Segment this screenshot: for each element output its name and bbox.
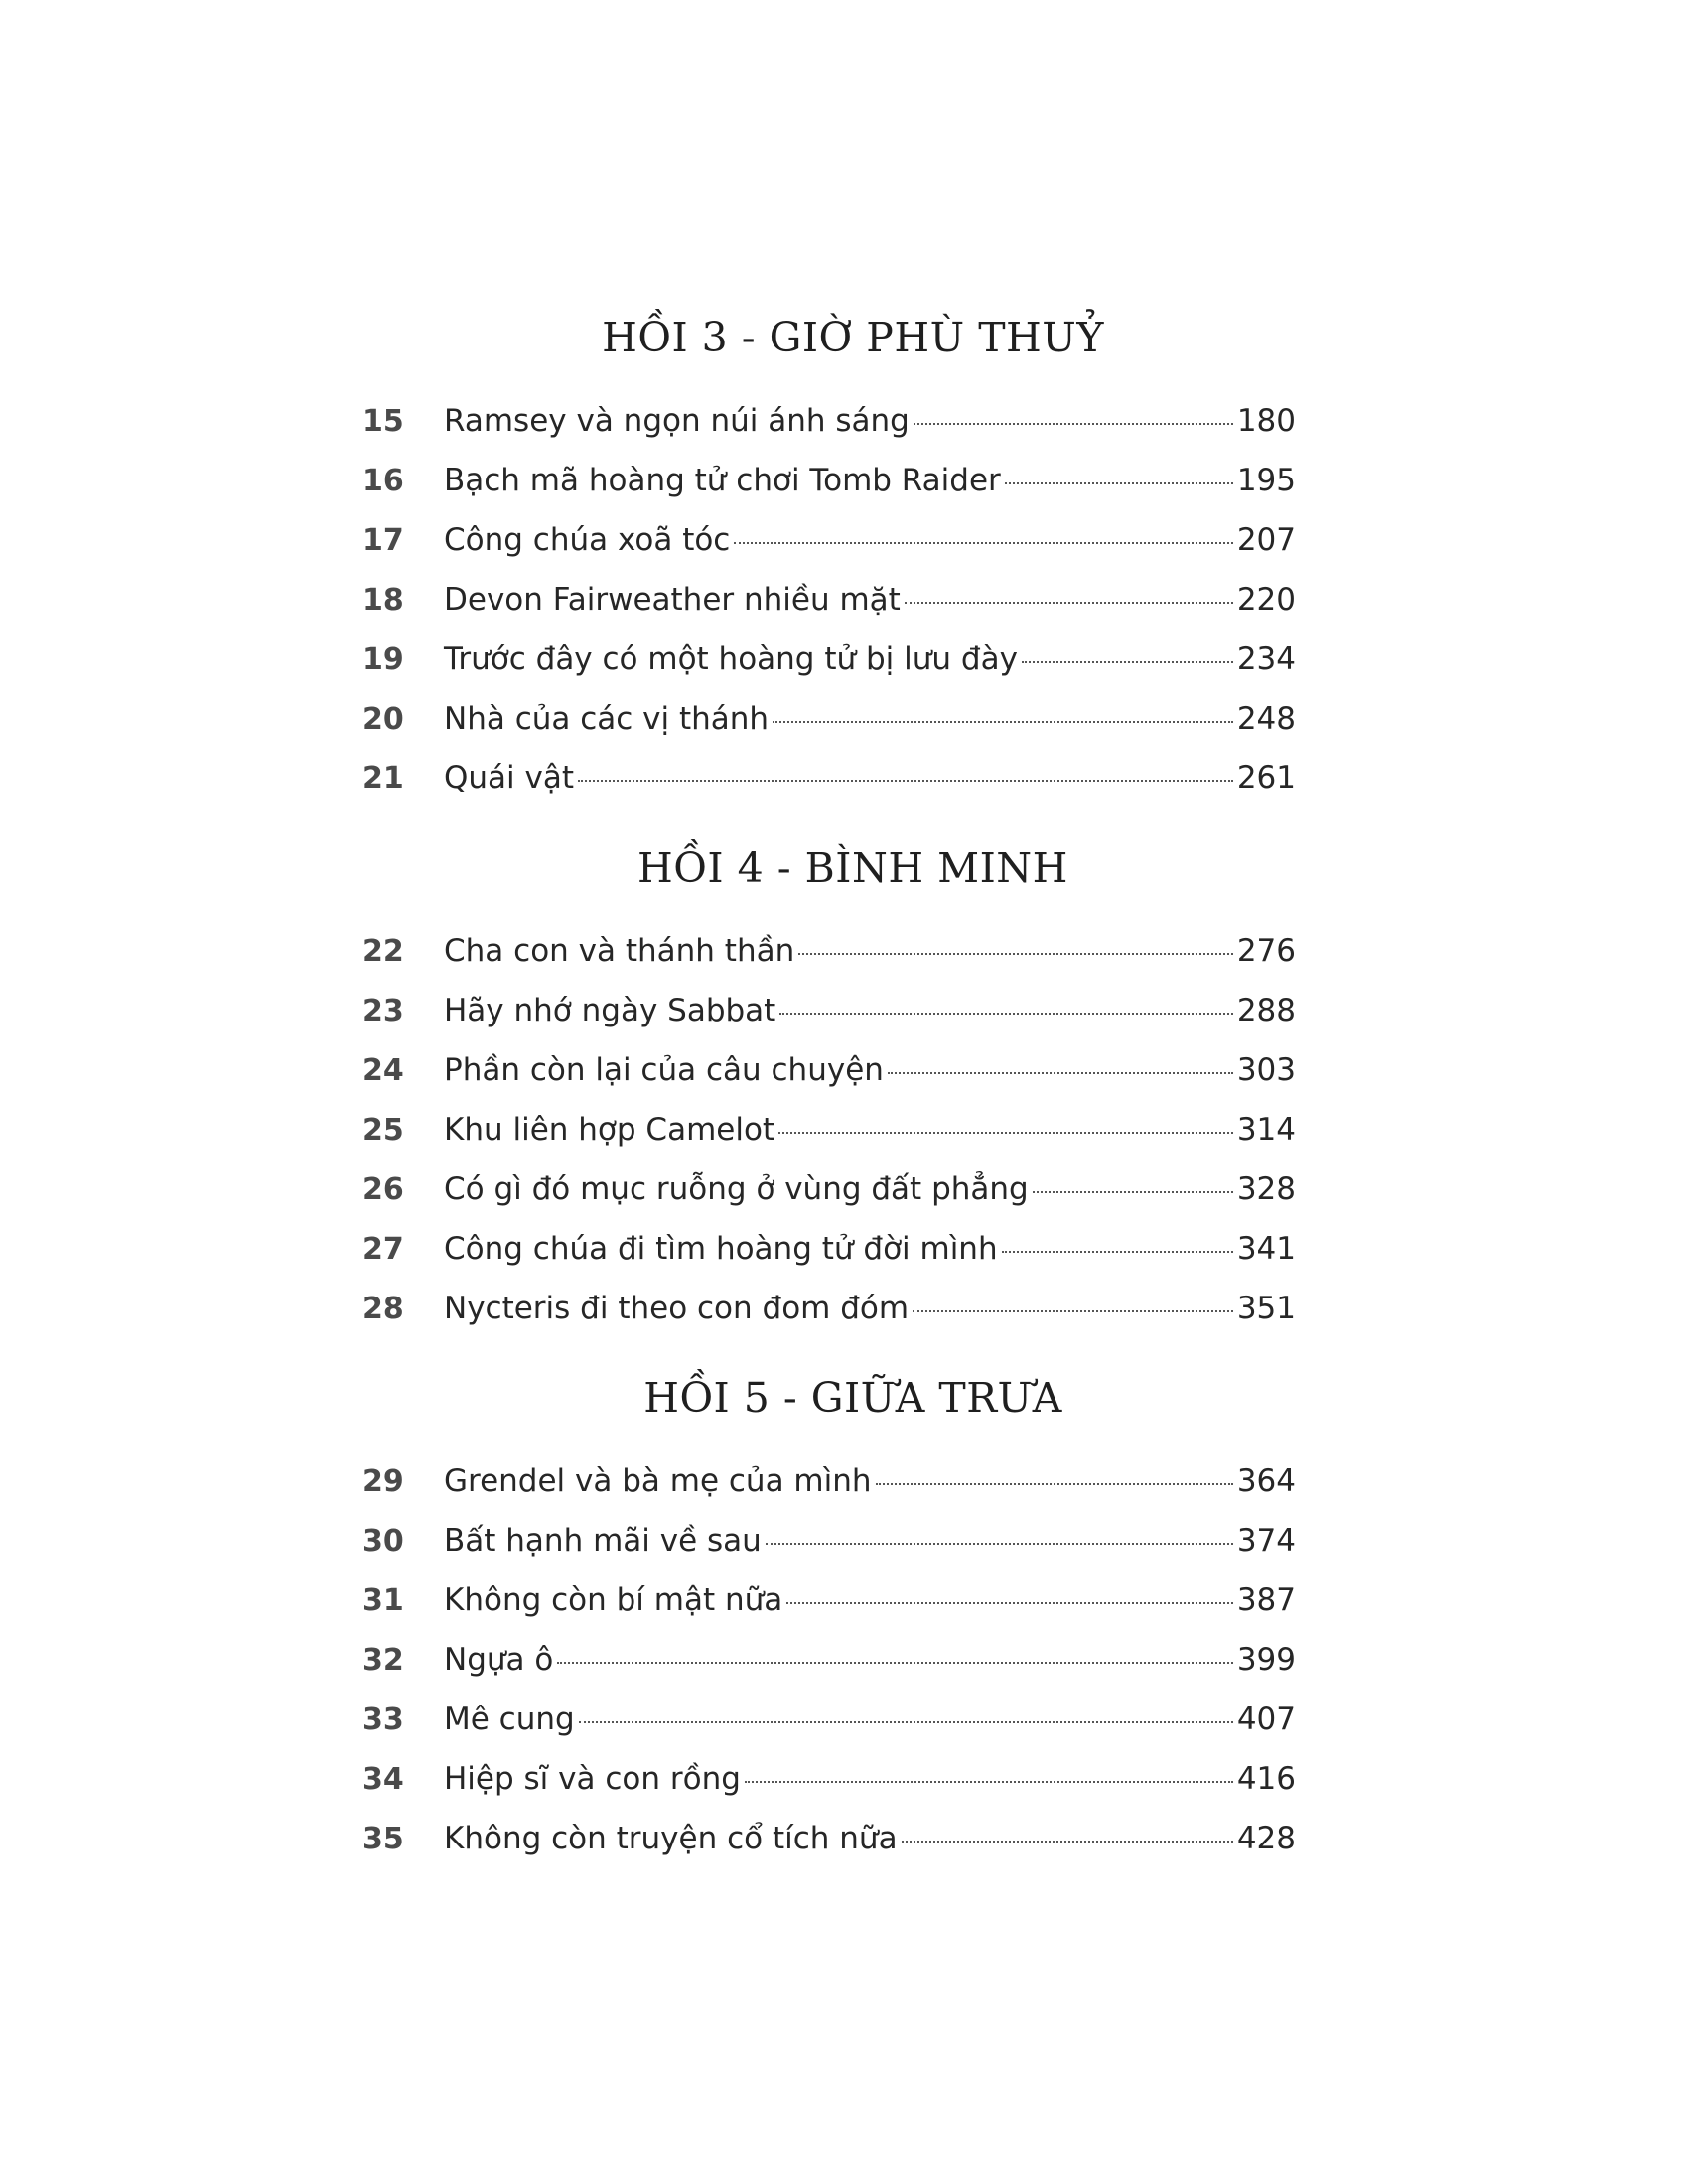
- chapter-number: 30: [362, 1524, 404, 1559]
- chapter-title: Khu liên hợp Camelot: [444, 1112, 775, 1148]
- dot-leader: [579, 1721, 1233, 1723]
- page-number: 364: [1236, 1463, 1296, 1499]
- part-section-5: [362, 1358, 1296, 1868]
- dot-leader: [902, 1841, 1233, 1843]
- toc-entry[interactable]: [362, 629, 1296, 689]
- chapter-number: 15: [362, 404, 404, 439]
- chapter-number: 21: [362, 761, 404, 796]
- page-number: 220: [1236, 582, 1296, 617]
- chapter-title: Hãy nhớ ngày Sabbat: [444, 993, 776, 1028]
- chapter-title: Nycteris đi theo con đom đóm: [444, 1291, 910, 1326]
- chapter-number: 22: [362, 934, 404, 969]
- toc-entry[interactable]: [362, 749, 1296, 808]
- toc-entry[interactable]: [362, 689, 1296, 749]
- dot-leader: [773, 721, 1233, 723]
- chapter-title: Trước đây có một hoàng tử bị lưu đày: [444, 641, 1018, 677]
- dot-leader: [557, 1662, 1232, 1664]
- chapter-number: 26: [362, 1172, 404, 1207]
- chapter-title: Công chúa đi tìm hoàng tử đời mình: [444, 1231, 998, 1267]
- page-number: 351: [1236, 1291, 1296, 1326]
- page-number: 416: [1236, 1761, 1296, 1797]
- dot-leader: [778, 1132, 1233, 1134]
- toc-entry[interactable]: [362, 921, 1296, 981]
- dot-leader: [914, 423, 1233, 425]
- toc-entry[interactable]: [362, 570, 1296, 629]
- toc-entry[interactable]: [362, 1570, 1296, 1630]
- toc-entry[interactable]: [362, 1630, 1296, 1690]
- dot-leader: [745, 1781, 1233, 1783]
- page-number: 248: [1236, 701, 1296, 737]
- toc-entry[interactable]: [362, 1100, 1296, 1160]
- dot-leader: [876, 1483, 1233, 1485]
- page-number: 207: [1236, 522, 1296, 558]
- chapter-number: 33: [362, 1703, 404, 1737]
- dot-leader: [1022, 661, 1233, 663]
- toc-entry[interactable]: [362, 1160, 1296, 1219]
- chapter-number: 25: [362, 1113, 404, 1148]
- toc-entry[interactable]: [362, 981, 1296, 1040]
- chapter-number: 17: [362, 523, 404, 558]
- chapter-title: Quái vật: [444, 760, 575, 796]
- toc-entry[interactable]: [362, 1690, 1296, 1749]
- chapter-number: 19: [362, 642, 404, 677]
- page-number: 428: [1236, 1821, 1296, 1856]
- dot-leader: [1005, 482, 1233, 484]
- chapter-number: 31: [362, 1583, 404, 1618]
- part-title: HỒI 5 - GIỮA TRƯA: [643, 1374, 1062, 1422]
- chapter-title: Hiệp sĩ và con rồng: [444, 1761, 741, 1797]
- chapter-title: Grendel và bà mẹ của mình: [444, 1463, 872, 1499]
- page-number: 328: [1236, 1171, 1296, 1207]
- toc-entry[interactable]: [362, 451, 1296, 510]
- dot-leader: [578, 780, 1233, 782]
- dot-leader: [786, 1602, 1233, 1604]
- chapter-title: Bất hạnh mãi về sau: [444, 1523, 762, 1559]
- part-title: HỒI 3 - GIỜ PHÙ THUỶ: [602, 314, 1104, 361]
- chapter-number: 32: [362, 1643, 404, 1678]
- page-number: 374: [1236, 1523, 1296, 1559]
- part-section-3: [362, 298, 1296, 808]
- page-number: 387: [1236, 1582, 1296, 1618]
- page-number: 399: [1236, 1642, 1296, 1678]
- dot-leader: [913, 1310, 1233, 1312]
- page-number: 314: [1236, 1112, 1296, 1148]
- page-number: 303: [1236, 1052, 1296, 1088]
- chapter-number: 35: [362, 1822, 404, 1856]
- page-number: 276: [1236, 933, 1296, 969]
- chapter-title: Ngựa ô: [444, 1642, 554, 1678]
- chapter-title: Không còn truyện cổ tích nữa: [444, 1821, 898, 1856]
- dot-leader: [779, 1013, 1233, 1015]
- chapter-number: 18: [362, 583, 404, 617]
- toc-entry[interactable]: [362, 1219, 1296, 1279]
- part-title: HỒI 4 - BÌNH MINH: [637, 844, 1068, 891]
- page-number: 261: [1236, 760, 1296, 796]
- toc-entry[interactable]: [362, 1749, 1296, 1809]
- toc-entry[interactable]: [362, 1511, 1296, 1570]
- chapter-title: Có gì đó mục ruỗng ở vùng đất phẳng: [444, 1171, 1029, 1207]
- chapter-title: Phần còn lại của câu chuyện: [444, 1052, 884, 1088]
- page-number: 234: [1236, 641, 1296, 677]
- chapter-number: 34: [362, 1762, 404, 1797]
- chapter-number: 27: [362, 1232, 404, 1267]
- toc-entry[interactable]: [362, 1040, 1296, 1100]
- page-number: 407: [1236, 1702, 1296, 1737]
- chapter-number: 29: [362, 1464, 404, 1499]
- page-number: 288: [1236, 993, 1296, 1028]
- page-number: 180: [1236, 403, 1296, 439]
- toc-entry[interactable]: [362, 1279, 1296, 1338]
- chapter-title: Mê cung: [444, 1702, 575, 1737]
- dot-leader: [1002, 1251, 1233, 1253]
- page-number: 195: [1236, 463, 1296, 498]
- toc-entry[interactable]: [362, 391, 1296, 451]
- chapter-number: 20: [362, 702, 404, 737]
- chapter-number: 16: [362, 464, 404, 498]
- chapter-number: 28: [362, 1292, 404, 1326]
- toc-entry[interactable]: [362, 510, 1296, 570]
- chapter-number: 23: [362, 994, 404, 1028]
- dot-leader: [1033, 1191, 1233, 1193]
- dot-leader: [888, 1072, 1233, 1074]
- chapter-title: Công chúa xoã tóc: [444, 522, 731, 558]
- table-of-contents: [362, 298, 1296, 1868]
- chapter-title: Bạch mã hoàng tử chơi Tomb Raider: [444, 463, 1001, 498]
- chapter-title: Cha con và thánh thần: [444, 933, 795, 969]
- chapter-number: 24: [362, 1053, 404, 1088]
- dot-leader: [905, 602, 1233, 604]
- chapter-title: Nhà của các vị thánh: [444, 701, 770, 737]
- toc-entry[interactable]: [362, 1451, 1296, 1511]
- part-section-4: [362, 828, 1296, 1338]
- dot-leader: [734, 542, 1232, 544]
- page-number: 341: [1236, 1231, 1296, 1267]
- toc-entry[interactable]: [362, 1809, 1296, 1868]
- chapter-title: Devon Fairweather nhiều mặt: [444, 582, 901, 617]
- dot-leader: [798, 953, 1233, 955]
- dot-leader: [766, 1543, 1233, 1545]
- chapter-title: Không còn bí mật nữa: [444, 1582, 783, 1618]
- chapter-title: Ramsey và ngọn núi ánh sáng: [444, 403, 910, 439]
